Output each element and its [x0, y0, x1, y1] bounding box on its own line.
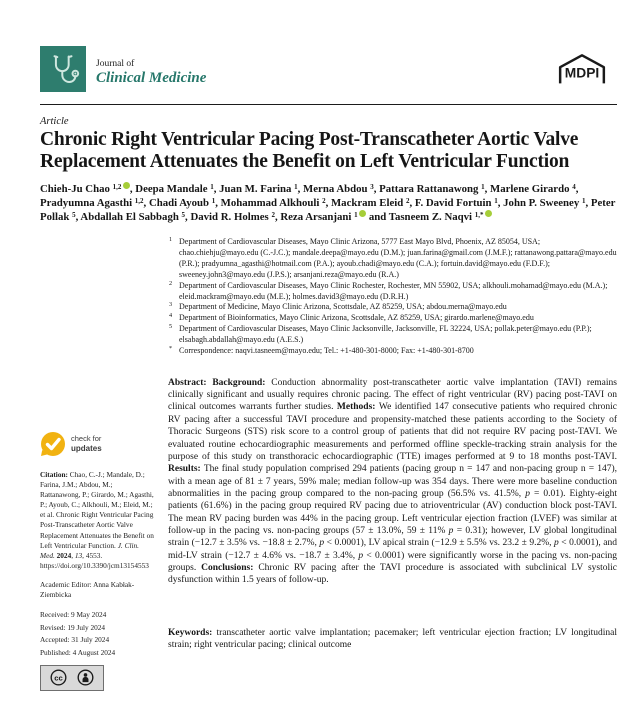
journal-logo	[40, 46, 86, 92]
affiliation-entry	[168, 313, 617, 324]
affiliation-marker: 5	[169, 323, 173, 331]
author-affiliation-sup: 1	[494, 196, 498, 205]
journal-brand[interactable]	[40, 46, 206, 92]
author-name: Chieh-Ju Chao	[40, 183, 113, 196]
author-affiliation-sup: 1	[481, 182, 485, 191]
author-affiliation-sup: 1,2	[134, 196, 144, 205]
author-name: Chadi Ayoub	[148, 197, 212, 210]
author-name: Mackram Eleid	[330, 197, 406, 210]
mdpi-hexagon-icon	[553, 52, 611, 90]
author-name: Marlene Girardo	[490, 183, 573, 196]
author-name: Pradyumna Agasthi	[40, 197, 135, 210]
affiliation-text: Department of Cardiovascular Diseases, Mayo Clinic Jacksonville, Jacksonville, FL 32224, USA; pollak.peter@mayo.edu (P.P.); elsabagh.abdallah@mayo.edu (A.E.S.)	[179, 324, 592, 345]
affiliation-marker: 3	[169, 301, 173, 309]
academic-editor: Academic Editor: Anna Kabłak-Ziembicka	[40, 579, 135, 599]
orcid-icon[interactable]	[123, 182, 130, 189]
affiliation-list	[168, 237, 617, 357]
author-affiliation-sup: 2	[405, 196, 410, 205]
affiliation-text: Department of Cardiovascular Diseases, Mayo Clinic Rochester, Rochester, MN 55902, USA; alkhouli.mohamad@mayo.edu (M.A.); eleid.mackram@mayo.edu (M.E.); holmes.david3@mayo.edu (D.R.H.)	[179, 280, 608, 301]
author-name: David R. Holmes	[190, 211, 272, 224]
orcid-icon[interactable]	[359, 210, 366, 217]
author-list: Chieh-Ju Chao $^{1,2}$ , Deepa Mandale $^1$, Juan M. Farina $^1$, Merna Abdou $^3$, Pattara Rattanawong $^1$, Marlene Girardo $^4$, Pradyumna Agasthi $^{1,2}$, Chadi Ayoub $^1$, Mohammad Alkhouli $^2$, Mackram Eleid $^2$, F. David Fortuin $^1$, John P. Sweeney $^1$, Peter Pollak $^5$, Abdallah El Sabbagh $^5$, David R. Holmes $^2$, Reza Arsanjani $^1$ and Tasneem Z. Naqvi $^{1,*}$	[40, 182, 616, 224]
author-affiliation-sup: 5	[181, 210, 186, 219]
mdpi-logo[interactable]	[553, 52, 611, 95]
author-name: Peter Pollak	[40, 197, 616, 224]
author-name: John P. Sweeney	[503, 197, 582, 210]
date-line: Received: 9 May 2024	[40, 609, 107, 619]
journal-name-block	[96, 51, 206, 87]
author-name: Abdallah El Sabbagh	[80, 211, 182, 224]
author-affiliation-sup: 5	[72, 210, 76, 219]
check-for-updates-button[interactable]	[40, 431, 154, 457]
author-name: Merna Abdou	[303, 183, 371, 196]
article-type-label: Article	[40, 116, 69, 127]
author-affiliation-sup: 1	[581, 196, 586, 205]
affiliation-marker: *	[169, 344, 173, 352]
keywords-paragraph: Keywords: transcatheter aortic valve implantation; pacemaker; left ventricular ejection fraction; LV longitudinal strain; right ventricular pacing; clinical outcome	[168, 627, 618, 650]
author-affiliation-sup: 1	[210, 182, 214, 191]
author-affiliation-sup: 1,*	[474, 210, 484, 219]
stethoscope-icon	[46, 52, 80, 86]
author-affiliation-sup: 1	[354, 210, 358, 219]
cc-icon	[50, 669, 67, 686]
author-name: Juan M. Farina	[219, 183, 295, 196]
affiliation-entry	[168, 302, 617, 313]
author-name: Tasneem Z. Naqvi	[388, 211, 475, 224]
check-for-updates-label: check for updates	[71, 434, 102, 453]
abstract-paragraph: Abstract: Background: Conduction abnormality post-transcatheter aortic valve implantation (TAVI) remains clinically significant and usually requires chronic pacing. The effect of right ventricular (RV) pacing post-TAVI on clinical outcomes warrants further studies. Methods: We identified 147 consecutive patients who required chronic RV pacing after a successful TAVI procedure and propensity-matched these patients according to the Society of Thoracic Surgeons (STS) risk score to a control group of patients that did not require RV pacing post-TAVI. We evaluated routine echocardiographic measurements and performed offline speckle-tracking strain analysis for the purpose of this study on transthoracic echocardiographic (TTE) images performed at 9 to 18 months post-TAVI. Results: The final study population comprised 294 patients (pacing group n = 147 and non-pacing group n = 147), with a mean age of 81 ± 7 years, 59% male; median follow-up was 354 days. There were more baseline conduction abnormalities in the pacing group compared to the non-pacing group (56.5% vs. 41.5%, p = 0.01). Eighty-eight patients (61.6%) in the pacing group required RV pacing due to atrioventricular (AV) conduction block post-TAVI. The mean RV pacing burden was 44% in the pacing group. Left ventricular ejection fraction (LVEF) was similar at follow-up in the pacing vs. non-pacing groups (57 ± 13.0%, 59 ± 11% p = 0.31); however, LV global longitudinal strain (−12.7 ± 3.5% vs. −18.8 ± 2.7%, p < 0.0001), LV apical strain (−12.9 ± 5.5% vs. 23.2 ± 9.2%, p < 0.0001), and mid-LV strain (−12.7 ± 4.6% vs. −18.7 ± 3.4%, p < 0.0001) were significantly worse in the pacing vs. non-pacing groups. Conclusions: Chronic RV pacing after the TAVI procedure is associated with subclinical LV systolic dysfunction within 1.5 years of follow-up.	[168, 377, 617, 586]
check-badge-icon	[40, 431, 66, 457]
affiliation-text: Correspondence: naqvi.tasneem@mayo.edu; Tel.: +1-480-301-8000; Fax: +1-480-301-8700	[179, 345, 474, 355]
affiliation-marker: 2	[169, 279, 173, 287]
author-affiliation-sup: 1	[294, 182, 298, 191]
orcid-icon[interactable]	[485, 210, 492, 217]
affiliation-marker: 1	[169, 236, 173, 244]
affiliation-text: Department of Medicine, Mayo Clinic Arizona, Scottsdale, AZ 85259, USA; abdou.merna@mayo.edu	[179, 302, 507, 312]
cc-license-badge[interactable]	[40, 665, 104, 691]
affiliation-text: Department of Cardiovascular Diseases, Mayo Clinic Arizona, 5777 East Mayo Blvd, Phoenix, AZ 85054, USA; chao.chiehju@mayo.edu (C.-J.C.); mandale.deepa@mayo.edu (D.M.); juan.farina@gmail.com (J.M.F.); rattanawong.pattara@mayo.edu (P.R.); pradyumna_agasthi@hotmail.com (P.A.); ayoub.chadi@mayo.edu (C.A.); fortuin.david@mayo.edu (F.D.F.); sweeney.john3@mayo.edu (J.P.S.); arsanjani.reza@mayo.edu (R.A.)	[179, 237, 617, 279]
author-affiliation-sup: 3	[370, 182, 374, 191]
date-line: Accepted: 31 July 2024	[40, 635, 110, 645]
article-dates	[40, 610, 154, 658]
doi-link[interactable]: https://doi.org/10.3390/jcm13154553	[40, 560, 149, 570]
journal-name-prefix: Journal of	[96, 58, 135, 69]
main-columns	[40, 237, 617, 691]
date-line: Published: 4 August 2024	[40, 647, 116, 657]
author-name: Pattara Rattanawong	[379, 183, 482, 196]
journal-name: Clinical Medicine	[96, 70, 207, 87]
svg-text:cc: cc	[54, 673, 64, 683]
cc-by-person-icon	[77, 669, 94, 686]
page-title: Chronic Right Ventricular Pacing Post-Transcatheter Aortic Valve Replacement Attenuates the Benefit on Left Ventricular Function	[40, 129, 579, 173]
author-name: F. David Fortuin	[414, 197, 495, 210]
journal-header	[40, 0, 617, 105]
author-name: Mohammad Alkhouli	[220, 197, 323, 210]
content-column	[168, 237, 617, 691]
left-sidebar	[40, 237, 168, 691]
author-affiliation-sup: 4	[572, 182, 576, 191]
affiliation-entry	[168, 346, 617, 357]
author-affiliation-sup: 2	[322, 196, 326, 205]
affiliation-entry	[168, 237, 617, 281]
author-name: Reza Arsanjani	[280, 211, 355, 224]
affiliation-entry	[168, 324, 617, 346]
author-affiliation-sup: 2	[271, 210, 275, 219]
author-affiliation-sup: 1	[211, 196, 216, 205]
affiliation-text: Department of Bioinformatics, Mayo Clinic Arizona, Scottsdale, AZ 85259, USA; girardo.marlene@mayo.edu	[179, 313, 534, 323]
author-affiliation-sup: 1,2	[112, 182, 122, 191]
author-name: Deepa Mandale	[135, 183, 211, 196]
affiliation-marker: 4	[169, 312, 173, 320]
date-line: Revised: 19 July 2024	[40, 622, 106, 632]
svg-text:MDPI: MDPI	[564, 65, 600, 81]
citation-block: Citation: Chao, C.-J.; Mandale, D.; Farina, J.M.; Abdou, M.; Rattanawong, P.; Girardo, M.; Agasthi, P.; Ayoub, C.; Alkhouli, M.; Eleid, M.; et al. Chronic Right Ventricular Pacing Post-Transcatheter Aortic Valve Replacement Attenuates the Benefit on Left Ventricular Function. J. Clin. Med. 2024, 13, 4553. https://doi.org/10.3390/jcm13154553	[40, 470, 154, 570]
affiliation-entry	[168, 281, 617, 303]
